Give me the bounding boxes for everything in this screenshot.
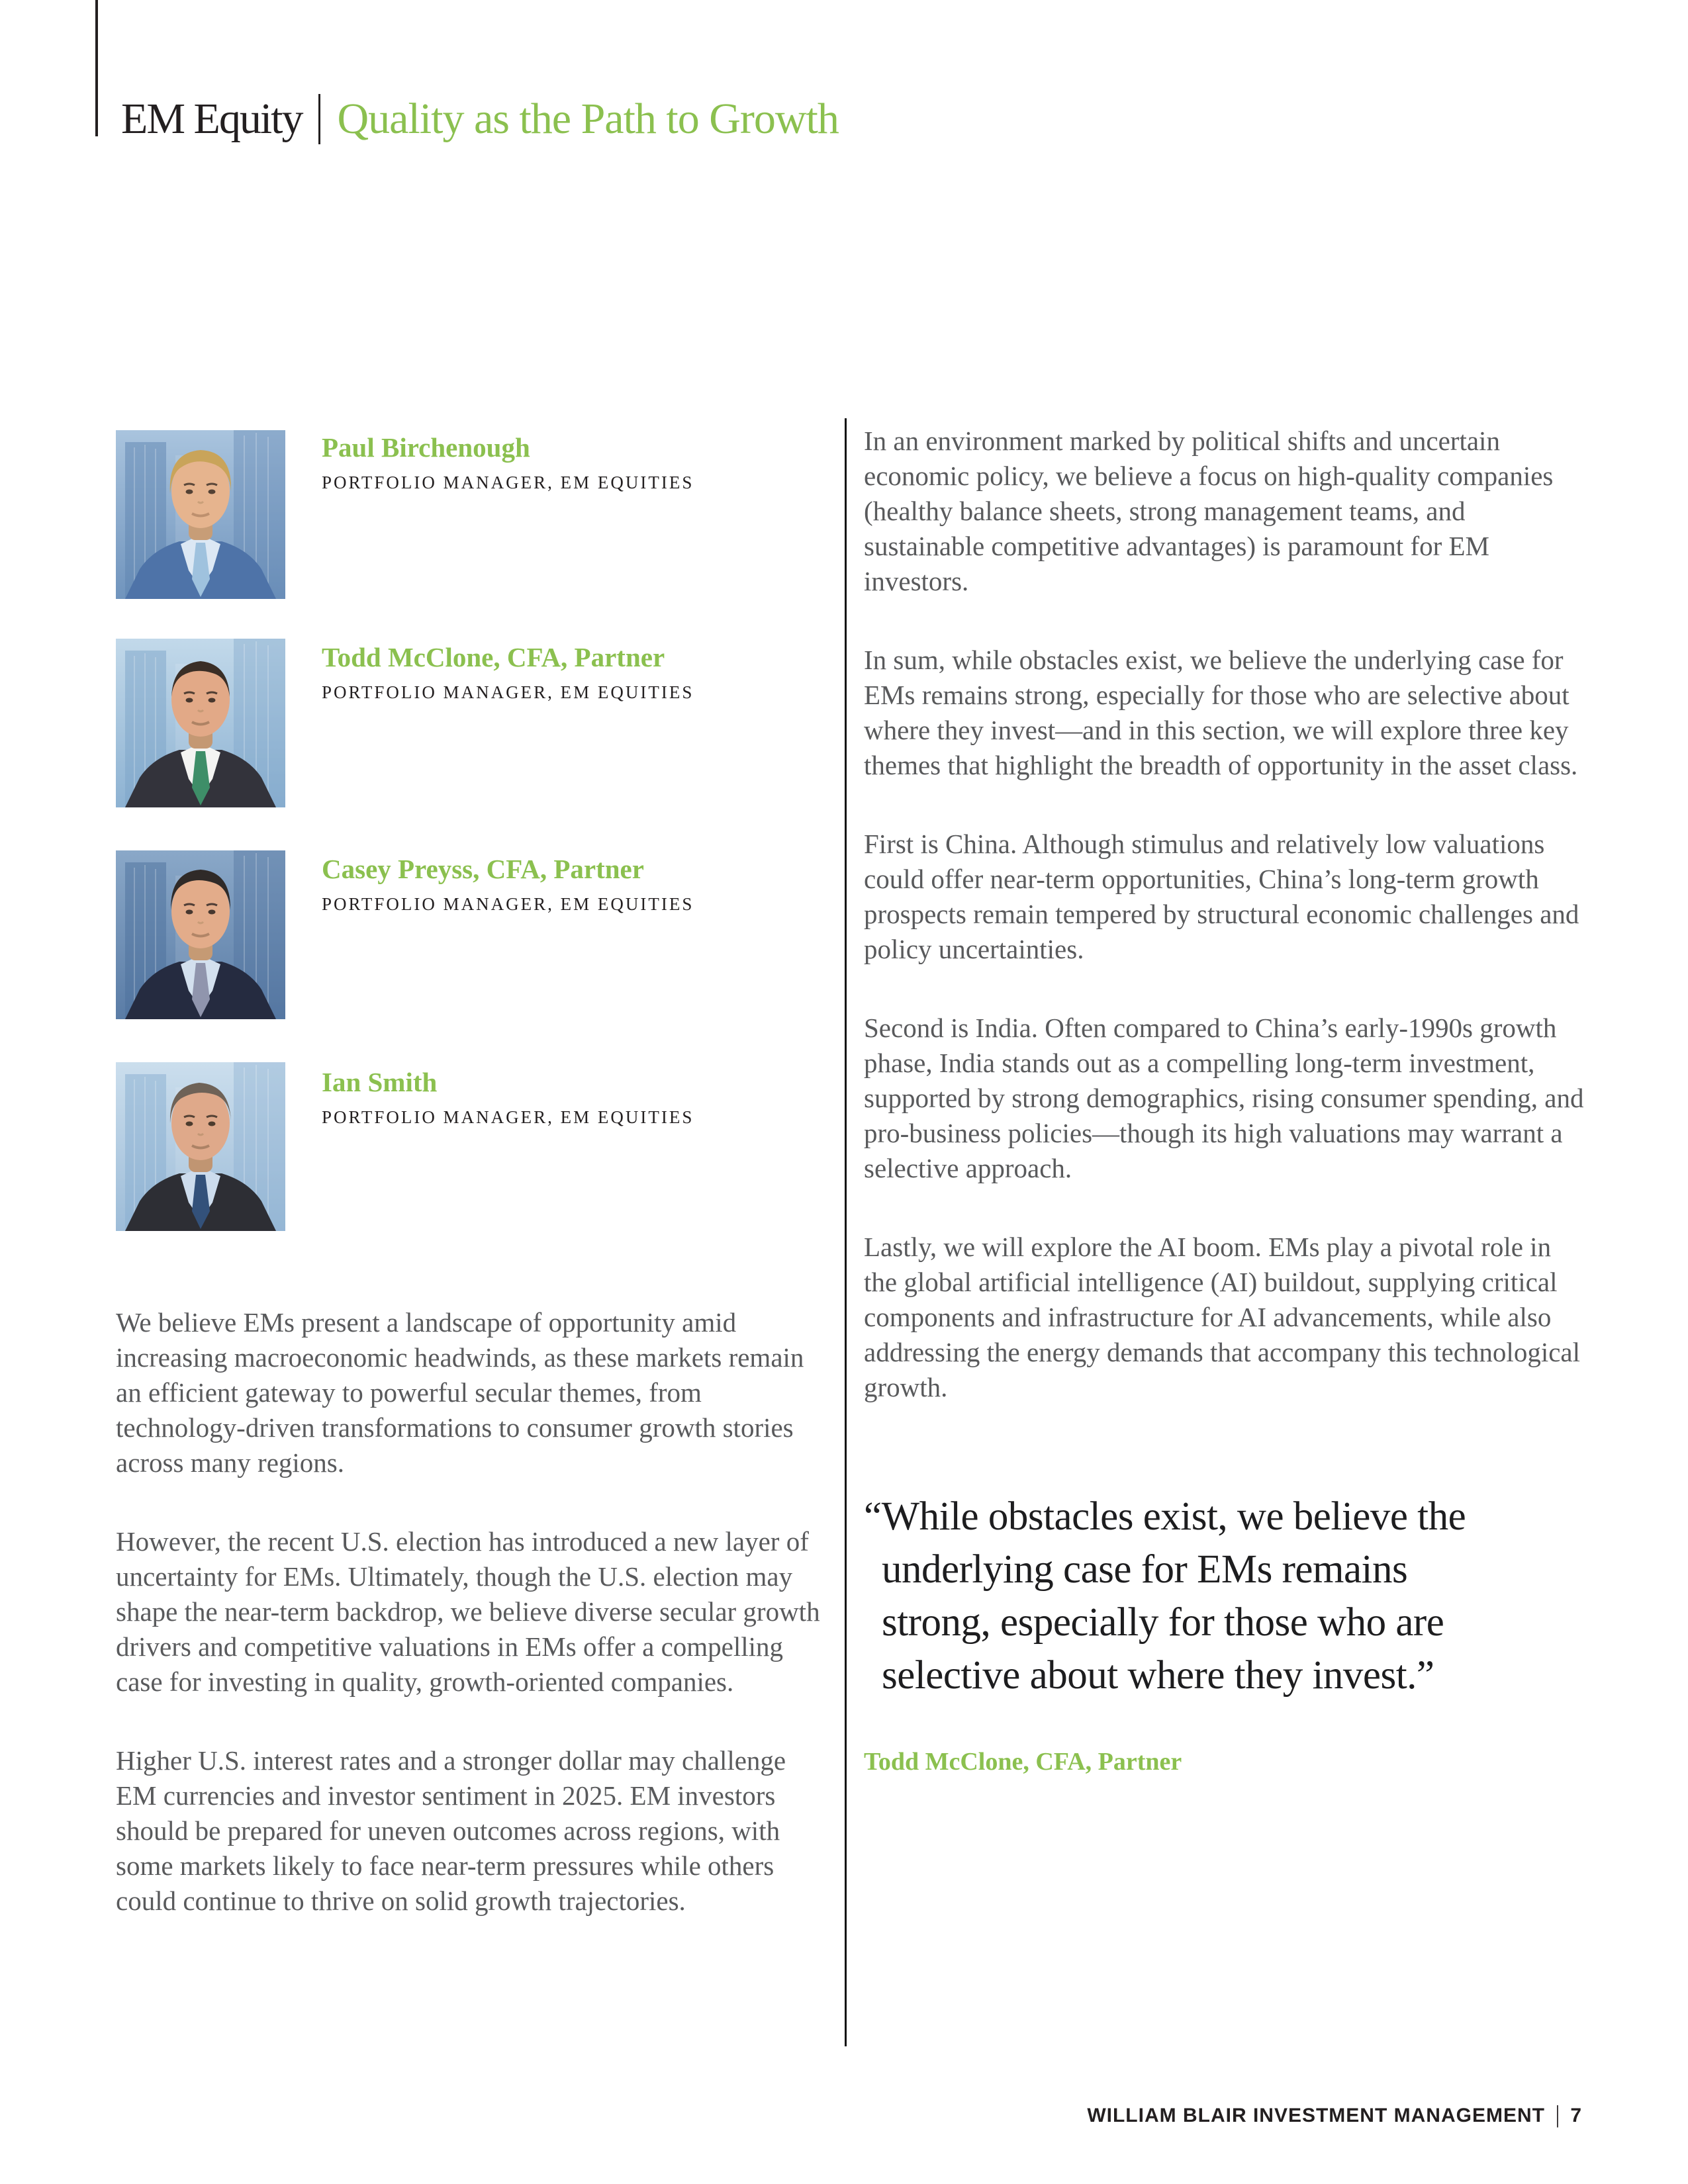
footer-separator: | xyxy=(1556,2101,1560,2128)
footer-page-number: 7 xyxy=(1570,2105,1582,2126)
body-paragraph: Higher U.S. interest rates and a stronger dollar may challenge EM currencies and investor sentiment in 2025. EM investors should be prepared for uneven outcomes across regions, with some markets likely to face near-term pressures while others could continue to thrive on solid growth trajectories. xyxy=(116,1745,786,1916)
pull-quote-line: “While obstacles exist, we believe the xyxy=(864,1494,1466,1539)
profile-name: Todd McClone, CFA, Partner xyxy=(322,642,665,672)
pull-quote-line: selective about where they invest.” xyxy=(882,1653,1434,1698)
top-left-rule xyxy=(95,0,98,136)
portrait-photo-casey-preyss xyxy=(116,850,285,1019)
portrait-photo-paul-birchenough xyxy=(116,430,285,599)
page-title: Quality as the Path to Growth xyxy=(337,95,839,143)
footer-brand: WILLIAM BLAIR INVESTMENT MANAGEMENT xyxy=(1087,2105,1545,2126)
left-text-column xyxy=(116,1305,831,1962)
body-paragraph: Lastly, we will explore the AI boom. EMs play a pivotal role in the global artificial intelligence (AI) buildout, supplying critical components and infrastructure for AI advancements, while also addressing the energy demands that accompany this technological growth. xyxy=(864,1232,1580,1402)
profile-name: Casey Preyss, CFA, Partner xyxy=(322,854,644,884)
profile-block xyxy=(322,641,917,703)
profile-job-title: PORTFOLIO MANAGER, EM EQUITIES xyxy=(322,1107,694,1127)
page-footer xyxy=(1087,2102,1582,2130)
profile-block xyxy=(322,853,917,915)
body-paragraph: We believe EMs present a landscape of opportunity amid increasing macroeconomic headwinds, as these markets remain an efficient gateway to powerful secular themes, from technology-driven transformations to consumer growth stories across many regions. xyxy=(116,1307,804,1478)
profile-name: Paul Birchenough xyxy=(322,432,530,463)
body-paragraph: First is China. Although stimulus and relatively low valuations could offer near-term opportunities, China’s long-term growth prospects remain tempered by structural economic challenges and policy uncertainties. xyxy=(864,829,1579,964)
profile-job-title: PORTFOLIO MANAGER, EM EQUITIES xyxy=(322,473,694,492)
profile-job-title: PORTFOLIO MANAGER, EM EQUITIES xyxy=(322,682,694,702)
pull-quote-attribution: Todd McClone, CFA, Partner xyxy=(864,1748,1182,1776)
body-paragraph: In sum, while obstacles exist, we believe the underlying case for EMs remains strong, especially for those who are selective about where they invest—and in this section, we will explore three key themes that highlight the breadth of opportunity in the asset class. xyxy=(864,645,1578,780)
profile-block xyxy=(322,432,917,493)
body-paragraph: However, the recent U.S. election has introduced a new layer of uncertainty for EMs. Ultimately, though the U.S. election may shape the near-term backdrop, we believe diverse secular growth drivers and competitive valuations in EMs offer a compelling case for investing in quality, growth-oriented companies. xyxy=(116,1526,820,1697)
profile-name: Ian Smith xyxy=(322,1067,438,1097)
pull-quote xyxy=(864,1490,1645,1702)
right-text-column xyxy=(864,424,1589,1449)
portrait-photo-todd-mcclone xyxy=(116,639,285,807)
header-section-label: EM Equity xyxy=(121,95,303,143)
pull-quote-line: strong, especially for those who are xyxy=(882,1600,1444,1645)
body-paragraph: Second is India. Often compared to China’s early-1990s growth phase, India stands out as a compelling long-term investment, supported by strong demographics, rising consumer spending, and pro-business policies—though its high valuations may warrant a selective approach. xyxy=(864,1013,1584,1183)
portrait-photo-ian-smith xyxy=(116,1062,285,1231)
profile-job-title: PORTFOLIO MANAGER, EM EQUITIES xyxy=(322,894,694,914)
pull-quote-line: underlying case for EMs remains xyxy=(882,1547,1408,1592)
body-paragraph: In an environment marked by political shifts and uncertain economic policy, we believe a focus on high-quality companies (healthy balance sheets, strong management teams, and sustainable competitive advantages) is paramount for EM investors. xyxy=(864,426,1554,596)
page-header xyxy=(121,94,839,144)
header-divider-bar xyxy=(318,94,320,144)
column-divider-rule xyxy=(845,418,847,2046)
profile-block xyxy=(322,1066,917,1128)
